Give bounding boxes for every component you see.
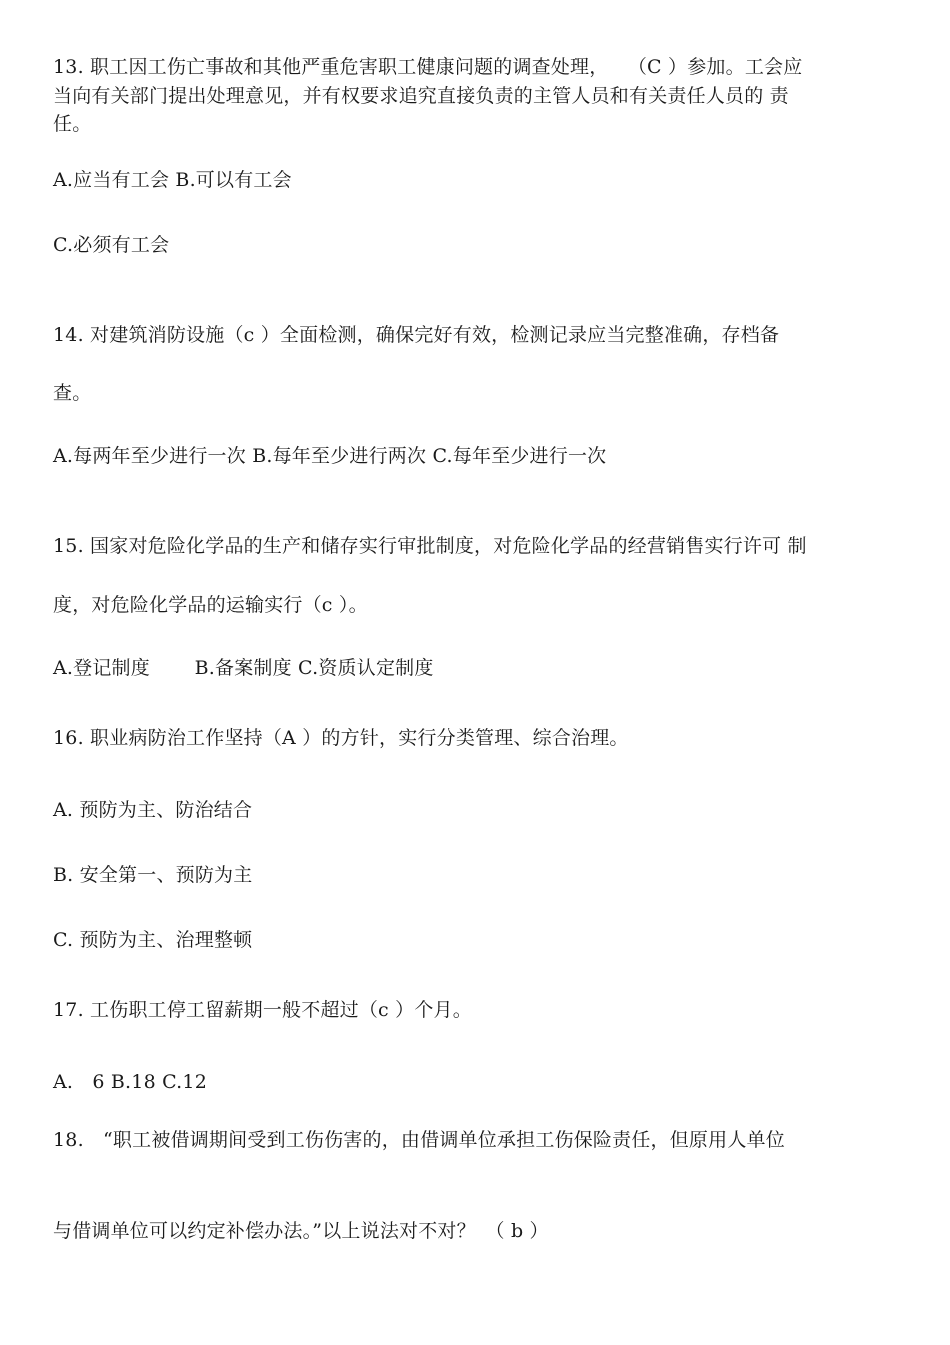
q17-options: A. 6 B.18 C.12 [53,1071,207,1093]
q15-line-1: 15. 国家对危险化学品的生产和储存实行审批制度，对危险化学品的经营销售实行许可 制 [53,535,807,557]
q14-line-2: 查。 [53,382,92,404]
q16-option-b: B. 安全第一、预防为主 [53,864,253,886]
q13-line-1: 13. 职工因工伤亡事故和其他严重危害职工健康问题的调查处理， （C ）参加。工会应 [53,56,803,78]
q16-option-c: C. 预防为主、治理整顿 [53,929,253,951]
q18-line-1: 18. “职工被借调期间受到工伤伤害的，由借调单位承担工伤保险责任，但原用人单位 [53,1129,785,1151]
q13-line-2: 当向有关部门提出处理意见，并有权要求追究直接负责的主管人员和有关责任人员的 责 [53,85,789,107]
q14-line-1: 14. 对建筑消防设施（c ）全面检测，确保完好有效，检测记录应当完整准确，存档备 [53,324,780,346]
q16-option-a: A. 预防为主、防治结合 [53,799,253,821]
q13-option-c: C.必须有工会 [53,234,170,256]
q13-option-ab: A.应当有工会 B.可以有工会 [53,169,292,191]
q15-line-2: 度，对危险化学品的运输实行（c ）。 [53,594,368,616]
q13-line-3: 任。 [53,113,92,135]
q17-line-1: 17. 工伤职工停工留薪期一般不超过（c ）个月。 [53,999,472,1021]
q14-options: A.每两年至少进行一次 B.每年至少进行两次 C.每年至少进行一次 [53,445,607,467]
q18-line-2: 与借调单位可以约定补偿办法。”以上说法对不对？ （ b ） [53,1220,549,1242]
q16-line-1: 16. 职业病防治工作坚持（A ）的方针，实行分类管理、综合治理。 [53,727,629,749]
q15-options: A.登记制度 B.备案制度 C.资质认定制度 [53,657,434,679]
